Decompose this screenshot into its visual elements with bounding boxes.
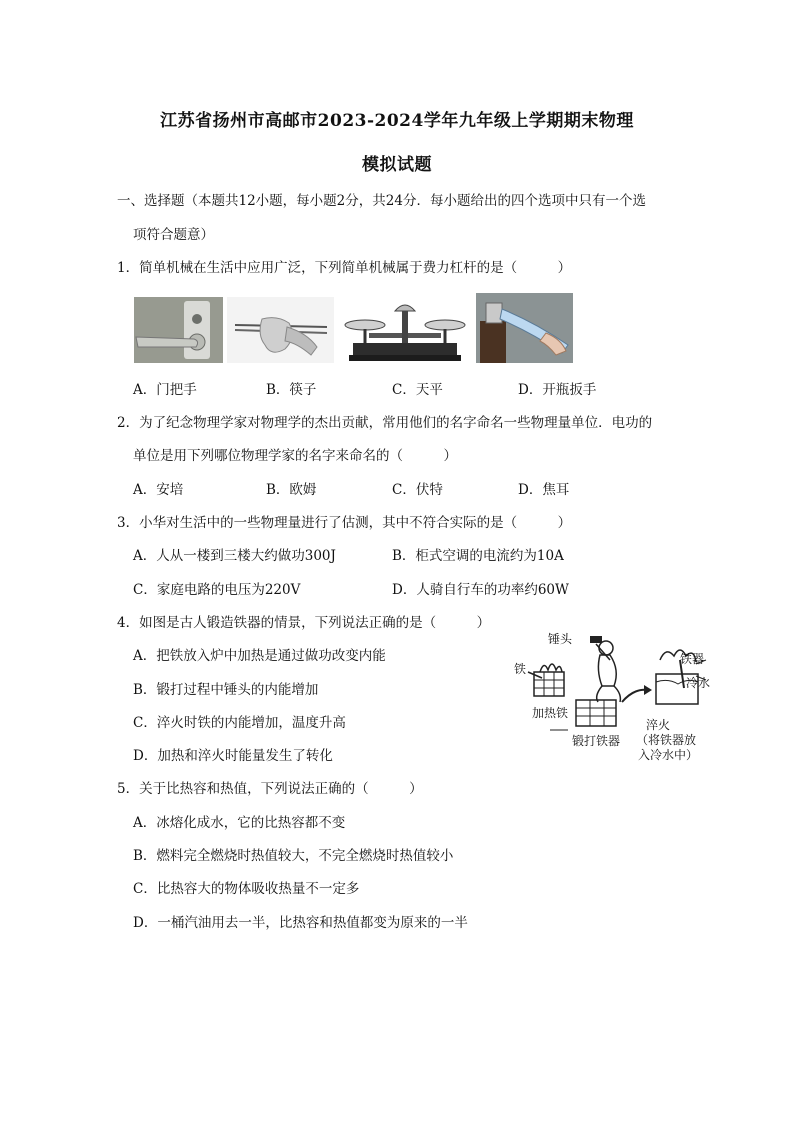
- q5-option-c[interactable]: C．比热容大的物体吸收热量不一定多: [133, 881, 360, 897]
- page-subtitle: 模拟试题: [362, 155, 432, 175]
- label-hammer: 锤头: [548, 632, 573, 646]
- q4-option-a[interactable]: A．把铁放入炉中加热是通过做功改变内能: [133, 648, 386, 664]
- q4-option-c[interactable]: C．淬火时铁的内能增加，温度升高: [133, 715, 346, 731]
- label-forging: 锻打铁器: [572, 734, 621, 748]
- q4-stem: 4．如图是古人锻造铁器的情景，下列说法正确的是（ ）: [117, 615, 491, 631]
- q4-option-d[interactable]: D．加热和淬火时能量发生了转化: [133, 748, 333, 764]
- label-quench-note2: 入冷水中）: [638, 748, 699, 762]
- label-quench-note1: （将铁器放: [636, 733, 697, 747]
- q1-option-d[interactable]: D．开瓶扳手: [518, 382, 597, 398]
- q5-stem: 5．关于比热容和热值，下列说法正确的（ ）: [117, 781, 423, 797]
- q2-option-c[interactable]: C．伏特: [392, 482, 443, 498]
- balance-scale-photo: [339, 297, 470, 363]
- q5-option-a[interactable]: A．冰熔化成水，它的比热容都不变: [133, 815, 346, 831]
- label-ironware: 铁器: [680, 652, 705, 666]
- chopsticks-photo: [227, 297, 334, 363]
- q2-option-a[interactable]: A．安培: [133, 482, 184, 498]
- q1-option-a[interactable]: A．门把手: [133, 382, 197, 398]
- q3-stem: 3．小华对生活中的一些物理量进行了估测，其中不符合实际的是（ ）: [117, 515, 572, 531]
- q2-stem-line1: 2．为了纪念物理学家对物理学的杰出贡献，常用他们的名字命名一些物理量单位．电功的: [117, 415, 653, 431]
- label-quench: 淬火: [646, 718, 671, 732]
- forging-illustration: [510, 630, 732, 765]
- q3-option-a[interactable]: A．人从一楼到三楼大约做功300J: [133, 548, 336, 564]
- label-iron: 铁: [514, 662, 527, 676]
- q2-option-b[interactable]: B．欧姆: [266, 482, 317, 498]
- q4-option-b[interactable]: B．锻打过程中锤头的内能增加: [133, 682, 319, 698]
- q3-option-c[interactable]: C．家庭电路的电压为220V: [133, 582, 301, 598]
- q1-option-b[interactable]: B．筷子: [266, 382, 317, 398]
- bottle-opener-photo: [476, 293, 573, 363]
- q5-option-d[interactable]: D．一桶汽油用去一半，比热容和热值都变为原来的一半: [133, 915, 468, 931]
- q1-option-c[interactable]: C．天平: [392, 382, 443, 398]
- q5-option-b[interactable]: B．燃料完全燃烧时热值较大，不完全燃烧时热值较小: [133, 848, 454, 864]
- door-handle-photo: [134, 297, 223, 363]
- q2-option-d[interactable]: D．焦耳: [518, 482, 570, 498]
- q1-stem: 1．简单机械在生活中应用广泛，下列简单机械属于费力杠杆的是（ ）: [117, 260, 572, 276]
- section-heading-line1: 一、选择题（本题共12小题，每小题2分，共24分．每小题给出的四个选项中只有一个选: [117, 193, 646, 209]
- label-cold-water: 冷水: [686, 676, 711, 690]
- q2-stem-line2: 单位是用下列哪位物理学家的名字来命名的（ ）: [133, 448, 457, 464]
- q3-option-d[interactable]: D．人骑自行车的功率约60W: [392, 582, 569, 598]
- label-heating-iron: 加热铁: [532, 706, 569, 720]
- section-heading-line2: 项符合题意）: [133, 227, 214, 243]
- q3-option-b[interactable]: B．柜式空调的电流约为10A: [392, 548, 564, 564]
- page-title: 江苏省扬州市高邮市2023-2024学年九年级上学期期末物理: [160, 111, 634, 131]
